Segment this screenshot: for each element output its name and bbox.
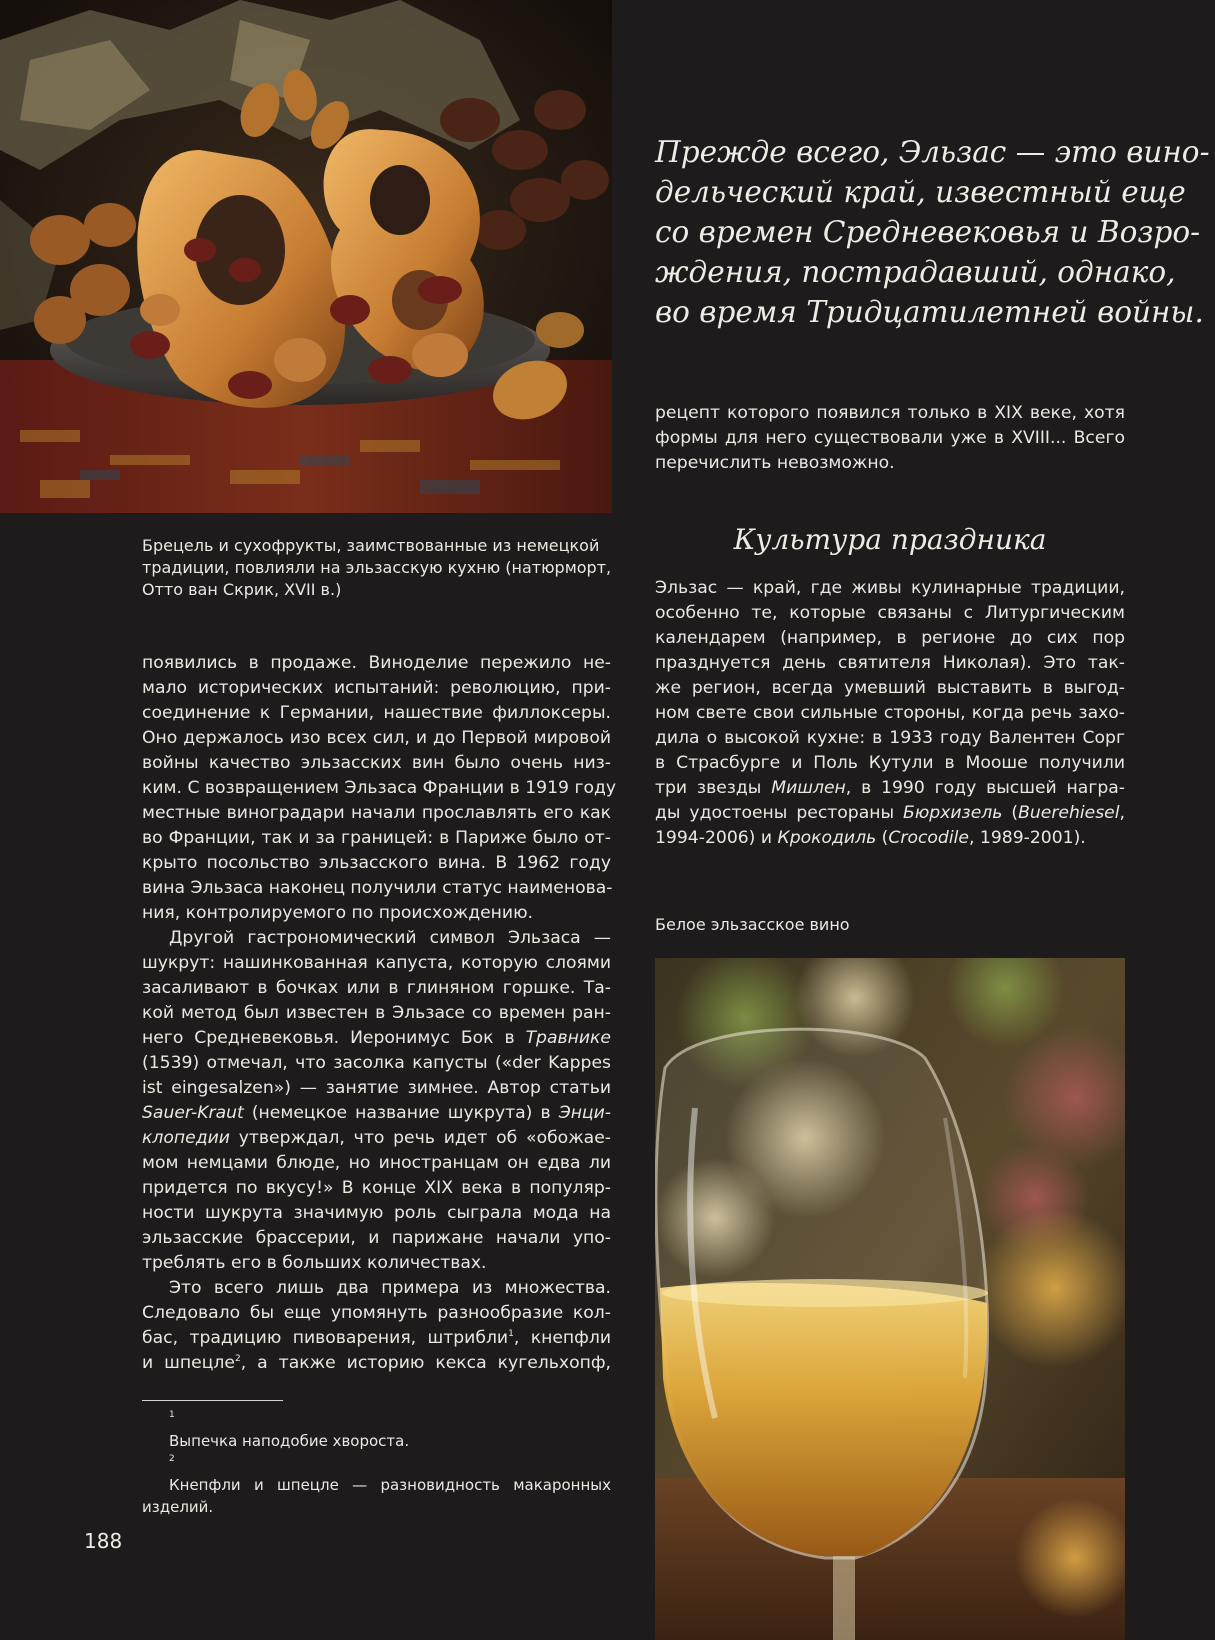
text-line: три звезды Мишлен, в 1990 году высшей награ- [655, 778, 1125, 798]
text-line: Оно держалось изо всех сил, и до Первой мировой [142, 728, 611, 748]
body-text-right-top [655, 401, 1125, 476]
pull-quote-line: дельческий край, известный еще [655, 175, 1186, 209]
footnote-1: $^1$ Выпечка наподобие хвороста. [169, 1410, 410, 1450]
still-life-painting [0, 0, 612, 513]
text-line: бас, традицию пивоварения, штрибли$^1$, кнепфли [142, 1328, 611, 1348]
section-heading: Культура праздника [733, 523, 1047, 556]
text-line: местные виноградари начали прославлять его как [142, 803, 611, 823]
text-line: кой метод был известен в Эльзасе со времен ран- [142, 1003, 611, 1023]
text-line: формы для него существовали уже в XVIII... Всего [655, 428, 1125, 448]
caption-line: Отто ван Скрик, XVII в.) [142, 580, 342, 599]
body-text-right-mid [655, 576, 1125, 851]
pull-quote-line: ждения, пострадавший, однако, [655, 255, 1176, 289]
text-line: ния, контролируемого по происхождению. [142, 903, 534, 923]
footnote-2: $^2$ Кнепфли и шпецле — разновидность макаронных [169, 1454, 611, 1494]
page-number: 188 [84, 1529, 123, 1553]
text-line: Следовало бы еще упомянуть разнообразие кол- [142, 1303, 611, 1323]
body-text-left [142, 651, 617, 1376]
text-line: рецепт которого появился только в XIX веке, хотя [655, 403, 1125, 423]
text-line: ist eingesalzen») — занятие зимнее. Автор статьи [142, 1078, 611, 1098]
text-line: (1539) отмечал, что засолка капусты («der Kappes [142, 1053, 611, 1073]
text-line: ном свете свои сильные стороны, когда речь захо- [655, 703, 1125, 723]
text-line: Это всего лишь два примера из множества. [169, 1278, 611, 1298]
pull-quote-line: Прежде всего, Эльзас — это вино- [655, 135, 1210, 169]
caption-line: традиции, повлияли на эльзасскую кухню (натюрморт, [142, 558, 612, 577]
wine-glass-photo [655, 958, 1125, 1640]
pull-quote-line: во время Тридцатилетней войны. [655, 295, 1204, 329]
text-line: календарем (например, в регионе до сих пор [655, 628, 1125, 648]
pull-quote-line: со времен Средневековья и Возро- [655, 215, 1201, 249]
text-line: ды удостоены рестораны Бюрхизель (Buerehiesel, [655, 803, 1125, 823]
text-line: во Франции, так и за границей: в Париже было от- [142, 828, 611, 848]
painting-caption [142, 535, 612, 601]
pull-quote [655, 132, 1210, 332]
text-line: соединение к Германии, нашествие филлоксеры. [142, 703, 611, 723]
footnote-ref[interactable]: 1 [508, 1329, 514, 1339]
text-line: и шпецле$^2$, а также историю кекса кугельхопф, [142, 1353, 612, 1373]
text-line: шукрут: нашинкованная капуста, которую слоями [142, 953, 611, 973]
text-line: 1994-2006) и Крокодиль (Crocodile, 1989-2001). [655, 828, 1086, 848]
text-line: Sauer-Kraut (немецкое название шукрута) в Энци- [142, 1103, 611, 1123]
text-line: Другой гастрономический символ Эльзаса — [169, 928, 611, 948]
text-line: ности шукрута значимую роль сыграла мода на [142, 1203, 611, 1223]
text-line: ким. С возвращением Эльзаса Франции в 1919 году [142, 778, 617, 798]
text-line: дила о высокой кухне: в 1933 году Валентен Сорг [655, 728, 1125, 748]
text-line: появились в продаже. Виноделие пережило не- [142, 653, 611, 673]
text-line: перечислить невозможно. [655, 453, 895, 473]
text-line: Эльзас — край, где живы кулинарные традиции, [655, 578, 1125, 598]
footnote-2-cont: изделий. [142, 1498, 214, 1516]
text-line: засаливают в бочках или в глиняном горшке. Та- [142, 978, 611, 998]
text-line: вина Эльзаса наконец получили статус наименова- [142, 878, 613, 898]
text-line: празднуется день святителя Николая). Это так- [655, 653, 1125, 673]
wine-caption: Белое эльзасское вино [655, 915, 850, 934]
text-line: эльзасские брассерии, и парижане начали упо- [142, 1228, 611, 1248]
text-line: войны качество эльзасских вин было очень низ- [142, 753, 611, 773]
text-line: мало исторических испытаний: революцию, при- [142, 678, 611, 698]
caption-line: Брецель и сухофрукты, заимствованные из немецкой [142, 536, 600, 555]
footnotes [142, 1408, 611, 1518]
text-line: придется по вкусу!» В конце XIX века в популяр- [142, 1178, 611, 1198]
text-line: же регион, всегда умевший выставить в выгод- [655, 678, 1125, 698]
text-line: в Страсбурге и Поль Кутули в Мооше получили [655, 753, 1125, 773]
text-line: треблять его в больших количествах. [142, 1253, 487, 1273]
text-line: особенно те, которые связаны с Литургическим [655, 603, 1125, 623]
text-line: клопедии утверждал, что речь идет об «обожае- [142, 1128, 611, 1148]
text-line: крыто посольство эльзасского вина. В 1962 году [142, 853, 611, 873]
footnote-divider [142, 1400, 283, 1401]
footnote-ref[interactable]: 2 [234, 1354, 241, 1364]
text-line: него Средневековья. Иеронимус Бок в Травнике [142, 1028, 611, 1048]
text-line: мом немцами блюде, но иностранцам он едва ли [142, 1153, 611, 1173]
